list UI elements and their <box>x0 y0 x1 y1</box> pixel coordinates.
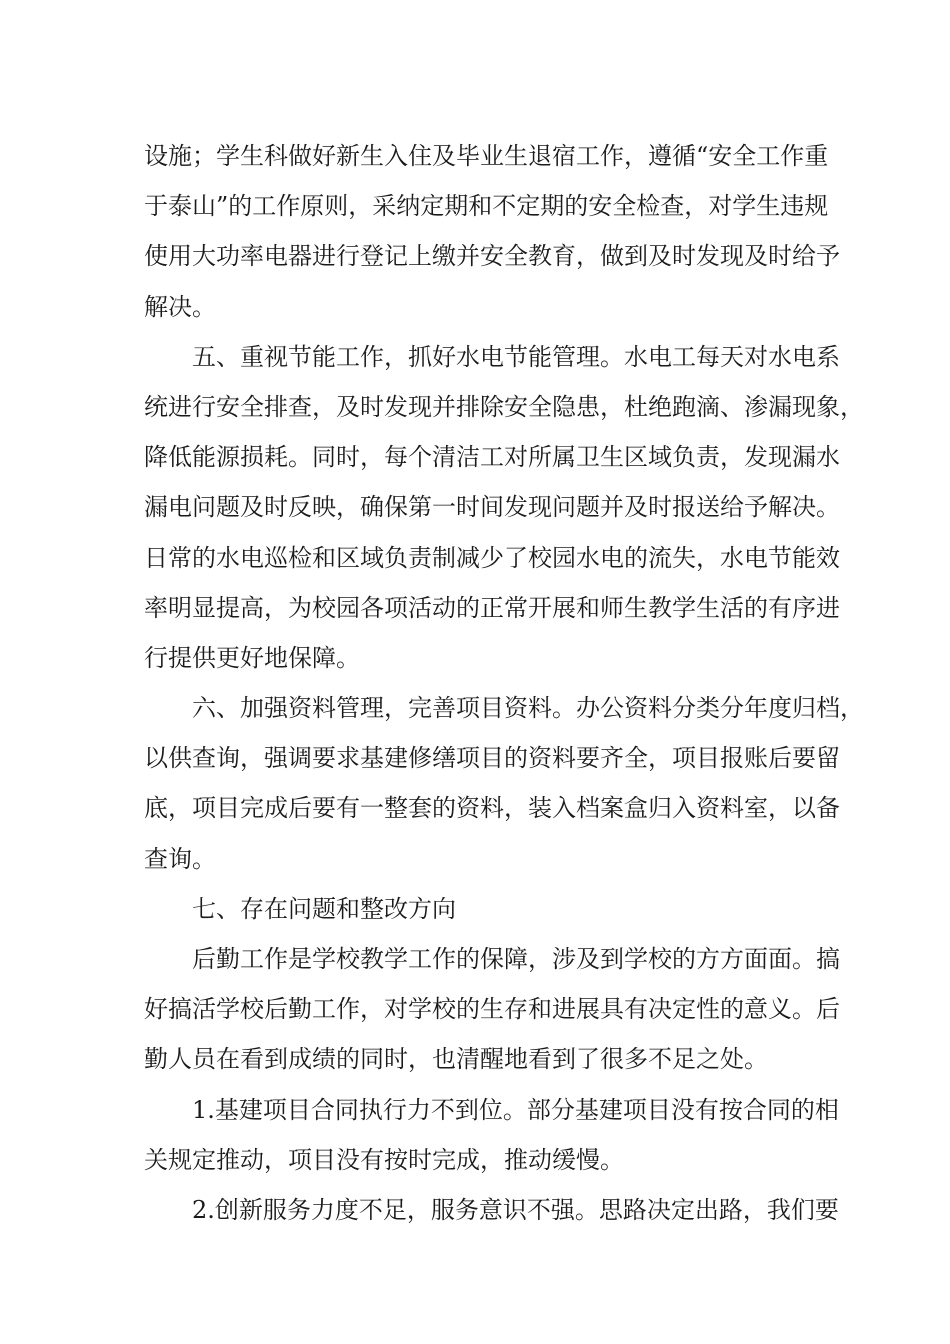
document-body <box>144 131 864 1235</box>
text-line: 勤人员在看到成绩的同时，也清醒地看到了很多不足之处。 <box>144 1045 768 1074</box>
text-line: 行提供更好地保障。 <box>144 643 360 672</box>
text-line: 率明显提高，为校园各项活动的正常开展和师生教学生活的有序进 <box>144 593 840 622</box>
text-line: 好搞活学校后勤工作，对学校的生存和进展具有决定性的意义。后 <box>144 995 840 1024</box>
text-line: 设施；学生科做好新生入住及毕业生退宿工作，遵循“安全工作重 <box>144 142 829 170</box>
numbered-item-line: 2.创新服务力度不足，服务意识不强。思路决定出路，我们要 <box>192 1195 839 1224</box>
text-line: 漏电问题及时反映，确保第一时间发现问题并及时报送给予解决。 <box>144 493 840 522</box>
text-line: 底，项目完成后要有一整套的资料，装入档案盒归入资料室，以备 <box>144 794 840 823</box>
text-line: 查询。 <box>144 844 216 873</box>
text-line: 降低能源损耗。同时，每个清洁工对所属卫生区域负责，发现漏水 <box>144 443 840 472</box>
section-heading-line: 六、加强资料管理，完善项目资料。办公资料分类分年度归档， <box>192 694 864 723</box>
text-line: 于泰山”的工作原则，采纳定期和不定期的安全检查，对学生违规 <box>144 192 829 221</box>
text-line: 日常的水电巡检和区域负责制减少了校园水电的流失，水电节能效 <box>144 543 840 572</box>
section-heading: 七、存在问题和整改方向 <box>192 894 456 923</box>
text-line: 以供查询，强调要求基建修缮项目的资料要齐全，项目报账后要留 <box>144 744 840 773</box>
numbered-item-line: 1.基建项目合同执行力不到位。部分基建项目没有按合同的相 <box>192 1095 839 1124</box>
paragraph-start-line: 后勤工作是学校教学工作的保障，涉及到学校的方方面面。搞 <box>192 945 840 973</box>
text-line: 解决。 <box>144 292 216 321</box>
section-heading-line: 五、重视节能工作，抓好水电节能管理。水电工每天对水电系 <box>192 342 840 371</box>
text-line: 关规定推动，项目没有按时完成，推动缓慢。 <box>144 1145 624 1174</box>
text-line: 使用大功率电器进行登记上缴并安全教育，做到及时发现及时给予 <box>144 242 840 271</box>
text-line: 统进行安全排查，及时发现并排除安全隐患，杜绝跑滴、渗漏现象， <box>144 392 864 421</box>
